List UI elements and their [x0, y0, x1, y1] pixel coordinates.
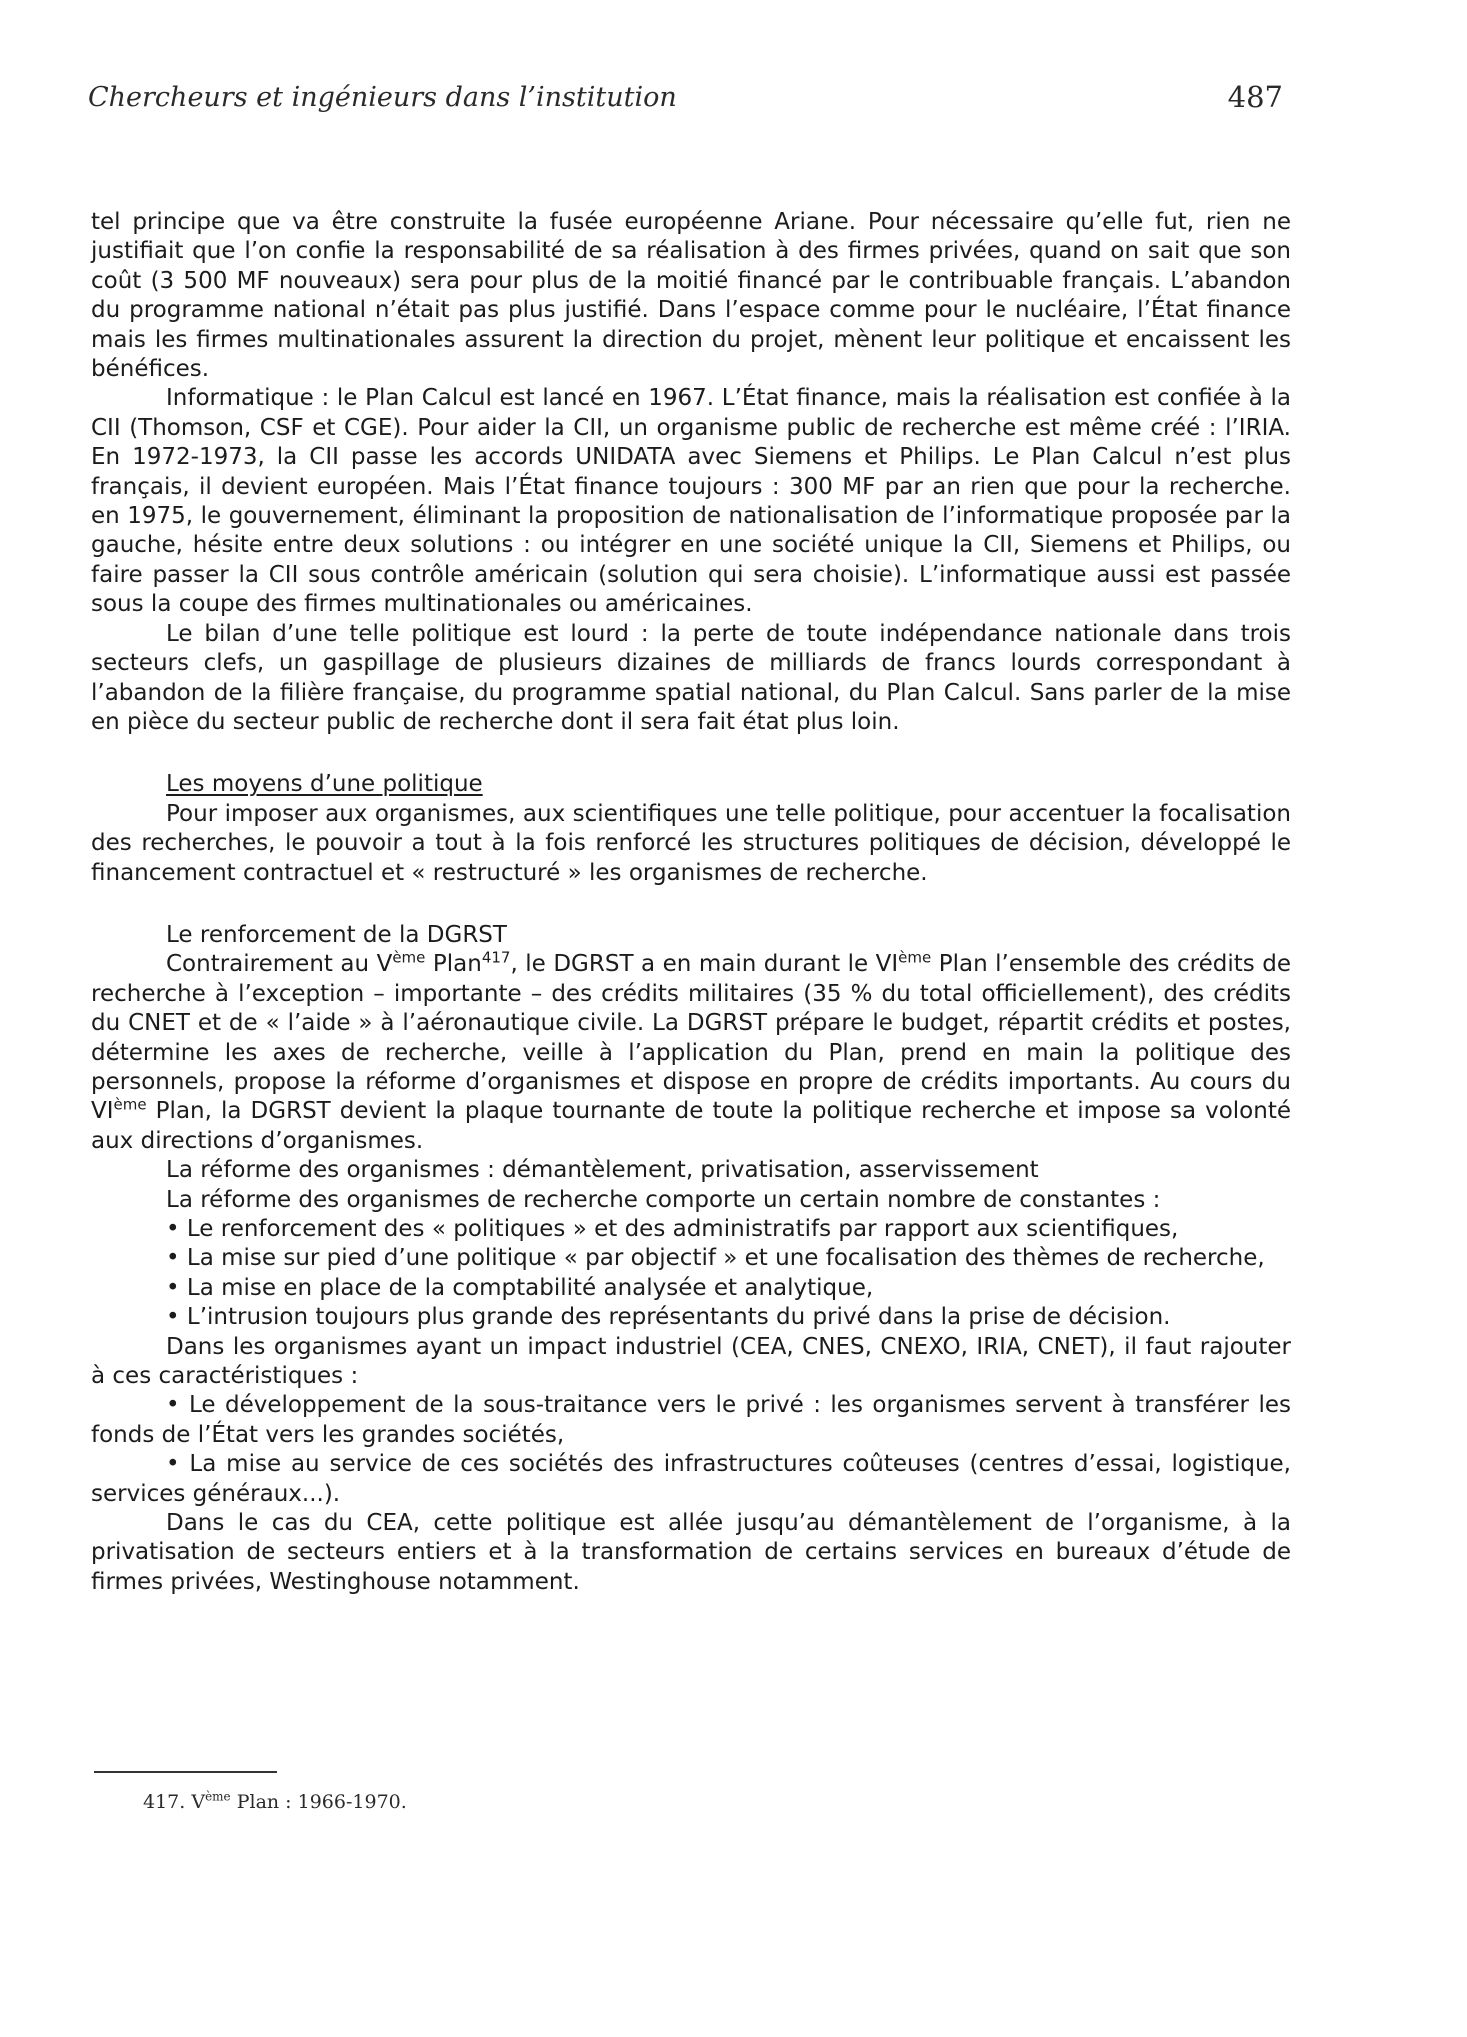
bullet-item: • La mise au service de ces sociétés des infrastructures coûteuses (centres d’essai, logistique, services généraux...).: [91, 1451, 1291, 1507]
paragraph: Dans le cas du CEA, cette politique est allée jusqu’au démantèlement de l’organisme, à la privatisation de secteurs entiers et à la transformation de certains services en bureaux d’étude de firmes privées, Westinghouse notamment.: [91, 1510, 1291, 1595]
bullet-item: • L’intrusion toujours plus grande des représentants du privé dans la prise de décision.: [166, 1304, 1171, 1331]
paragraph: La réforme des organismes : démantèlement, privatisation, asservissement: [166, 1157, 1039, 1184]
paragraph: tel principe que va être construite la fusée européenne Ariane. Pour nécessaire qu’elle fut, rien ne justifiait que l’on confie la responsabilité de sa réalisation à des firmes privées, quand on sait que son coût (3 500 MF nouveaux) sera pour plus de la moitié financé par le contribuable français. L’abandon du programme national n’était pas plus justifié. Dans l’espace comme pour le nucléaire, l’État finance mais les firmes multinationales assurent la direction du projet, mènent leur politique et encaissent les bénéfices.: [91, 209, 1291, 383]
paragraph: Dans les organismes ayant un impact industriel (CEA, CNES, CNEXO, IRIA, CNET), il faut rajouter à ces caractéristiques :: [91, 1333, 1291, 1390]
bullet-item: • Le renforcement des « politiques » et des administratifs par rapport aux scientifiques,: [166, 1216, 1179, 1242]
paragraph: Le bilan d’une telle politique est lourd : la perte de toute indépendance nationale dans trois secteurs clefs, un gaspillage de plusieurs dizaines de milliards de francs lourds correspondant à l’abandon de la filière française, du programme spatial national, du Plan Calcul. Sans parler de la mise en pièce du secteur public de recherche dont il sera fait état plus loin.: [91, 620, 1291, 735]
bullet-item: • La mise en place de la comptabilité analysée et analytique,: [166, 1274, 874, 1301]
footnote-ref[interactable]: 417: [481, 948, 511, 967]
text-run: Contrairement au V: [166, 951, 393, 978]
superscript: ème: [205, 1789, 231, 1804]
text-run: Plan: [425, 951, 482, 978]
superscript: ème: [392, 948, 426, 967]
paragraph: Pour imposer aux organismes, aux scientifiques une telle politique, pour accentuer la focalisation des recherches, le pouvoir a tout à la fois renforcé les structures politiques de décision, développé le financement contractuel et « restructuré » les organismes de recherche.: [91, 800, 1291, 886]
footnote-divider: [94, 1771, 277, 1773]
body-text: [91, 208, 1291, 1597]
subsection-heading: Le renforcement de la DGRST: [166, 921, 507, 948]
running-title: Chercheurs et ingénieurs dans l’institution: [88, 82, 677, 113]
bullet-item: • La mise sur pied d’une politique « par objectif » et une focalisation des thèmes de recherche,: [166, 1245, 1265, 1272]
footnote-text: 417. V: [143, 1791, 206, 1813]
superscript: ème: [898, 948, 932, 967]
text-run: Plan l’ensemble des crédits de recherche à l’exception – importante – des crédits militaires (35 % du total officiellement), des crédits du CNET et de « l’aide » à l’aéronautique civile. La DGRST prépare le budget, répartit crédits et postes, détermine les axes de recherche, veille à l’application du Plan, prend en main la politique des personnels, propose la réforme d’organismes et dispose en propre de crédits importants. Au cours du VI: [91, 951, 1291, 1125]
page-number: 487: [1227, 80, 1283, 114]
superscript: ème: [113, 1095, 147, 1114]
section-heading: Les moyens d’une politique: [166, 771, 483, 798]
paragraph: [91, 950, 1291, 1156]
text-run: , le DGRST a en main durant le VI: [510, 951, 899, 978]
footnote: [143, 1791, 407, 1813]
text-run: Plan, la DGRST devient la plaque tournante de toute la politique recherche et impose sa volonté aux directions d’organismes.: [91, 1098, 1291, 1154]
bullet-item: • Le développement de la sous-traitance vers le privé : les organismes servent à transférer les fonds de l’État vers les grandes sociétés,: [91, 1392, 1291, 1448]
paragraph: La réforme des organismes de recherche comporte un certain nombre de constantes :: [166, 1186, 1161, 1213]
paragraph: Informatique : le Plan Calcul est lancé en 1967. L’État finance, mais la réalisation est confiée à la CII (Thomson, CSF et CGE). Pour aider la CII, un organisme public de recherche est même créé : l’IRIA. En 1972-1973, la CII passe les accords UNIDATA avec Siemens et Philips. Le Plan Calcul n’est plus français, il devient européen. Mais l’État finance toujours : 300 MF par an rien que pour la recherche. en 1975, le gouvernement, éliminant la proposition de nationalisation de l’informatique proposée par la gauche, hésite entre deux solutions : ou intégrer en une société unique la CII, Siemens et Philips, ou faire passer la CII sous contrôle américain (solution qui sera choisie). L’informatique aussi est passée sous la coupe des firmes multinationales ou américaines.: [91, 385, 1291, 618]
footnote-text: Plan : 1966-1970.: [230, 1791, 407, 1813]
